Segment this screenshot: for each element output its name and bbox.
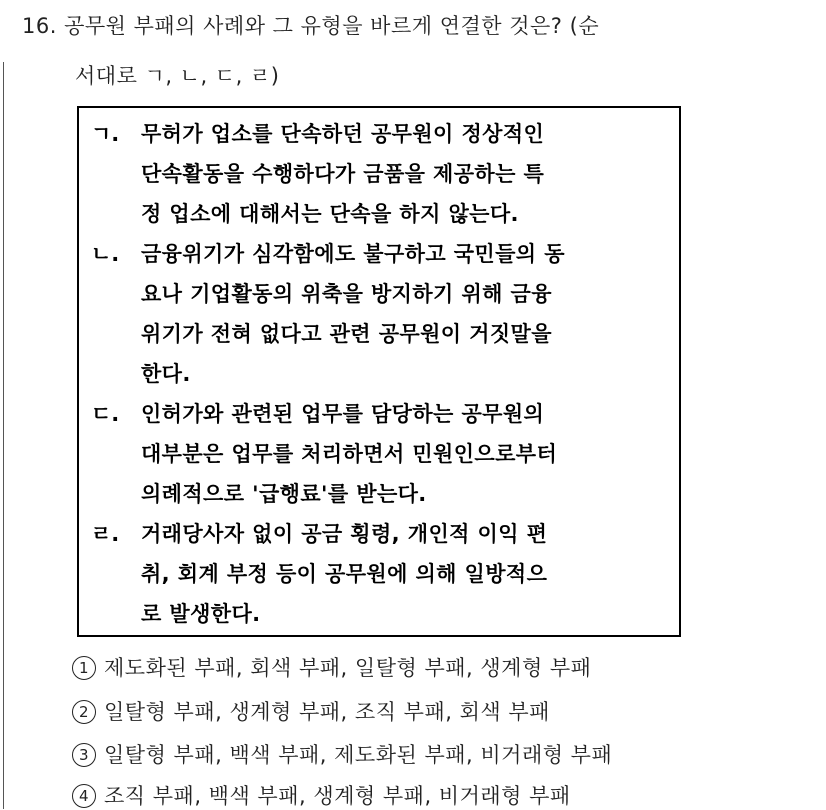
margin-rule <box>3 62 4 809</box>
circled-number-2: 2 <box>72 700 96 724</box>
answer-option-2[interactable] <box>72 696 550 726</box>
item-line: 로 발생한다. <box>141 602 261 626</box>
item-line: 요나 기업활동의 위축을 방지하기 위해 금융 <box>141 282 552 306</box>
option-text: 일탈형 부패, 백색 부패, 제도화된 부패, 비거래형 부패 <box>104 743 613 767</box>
question-stem-line-1: 16. 공무원 부패의 사례와 그 유형을 바르게 연결한 것은? (순 <box>22 14 600 38</box>
item-line: 의례적으로 '급행료'를 받는다. <box>141 482 427 506</box>
option-text: 제도화된 부패, 회색 부패, 일탈형 부패, 생계형 부패 <box>104 656 592 680</box>
item-marker: ㄷ. <box>91 402 120 426</box>
answer-option-3[interactable] <box>72 739 612 769</box>
question-stem-line-2: 서대로 ㄱ, ㄴ, ㄷ, ㄹ) <box>75 64 280 88</box>
passage-box <box>77 106 681 637</box>
option-text: 조직 부패, 백색 부패, 생계형 부패, 비거래형 부패 <box>104 784 571 808</box>
circled-number-1: 1 <box>72 656 96 680</box>
item-marker: ㄹ. <box>91 522 120 546</box>
item-line: 한다. <box>141 362 191 386</box>
item-line: 대부분은 업무를 처리하면서 민원인으로부터 <box>141 442 558 466</box>
option-text: 일탈형 부패, 생계형 부패, 조직 부패, 회색 부패 <box>104 700 550 724</box>
item-line: 위기가 전혀 없다고 관련 공무원이 거짓말을 <box>141 322 552 346</box>
item-line: 정 업소에 대해서는 단속을 하지 않는다. <box>141 202 519 226</box>
item-marker: ㄴ. <box>91 242 120 266</box>
circled-number-4: 4 <box>72 784 96 808</box>
answer-option-1[interactable] <box>72 652 591 682</box>
item-marker: ㄱ. <box>91 122 120 146</box>
item-line: 금융위기가 심각함에도 불구하고 국민들의 동 <box>141 242 565 266</box>
item-line: 거래당사자 없이 공금 횡령, 개인적 이익 편 <box>141 522 548 546</box>
item-line: 인허가와 관련된 업무를 담당하는 공무원의 <box>141 402 545 426</box>
item-line: 단속활동을 수행하다가 금품을 제공하는 특 <box>141 162 545 186</box>
circled-number-3: 3 <box>72 743 96 767</box>
item-line: 취, 회계 부정 등이 공무원에 의해 일방적으 <box>141 562 548 586</box>
answer-option-4[interactable] <box>72 780 571 810</box>
item-line: 무허가 업소를 단속하던 공무원이 정상적인 <box>141 122 545 146</box>
